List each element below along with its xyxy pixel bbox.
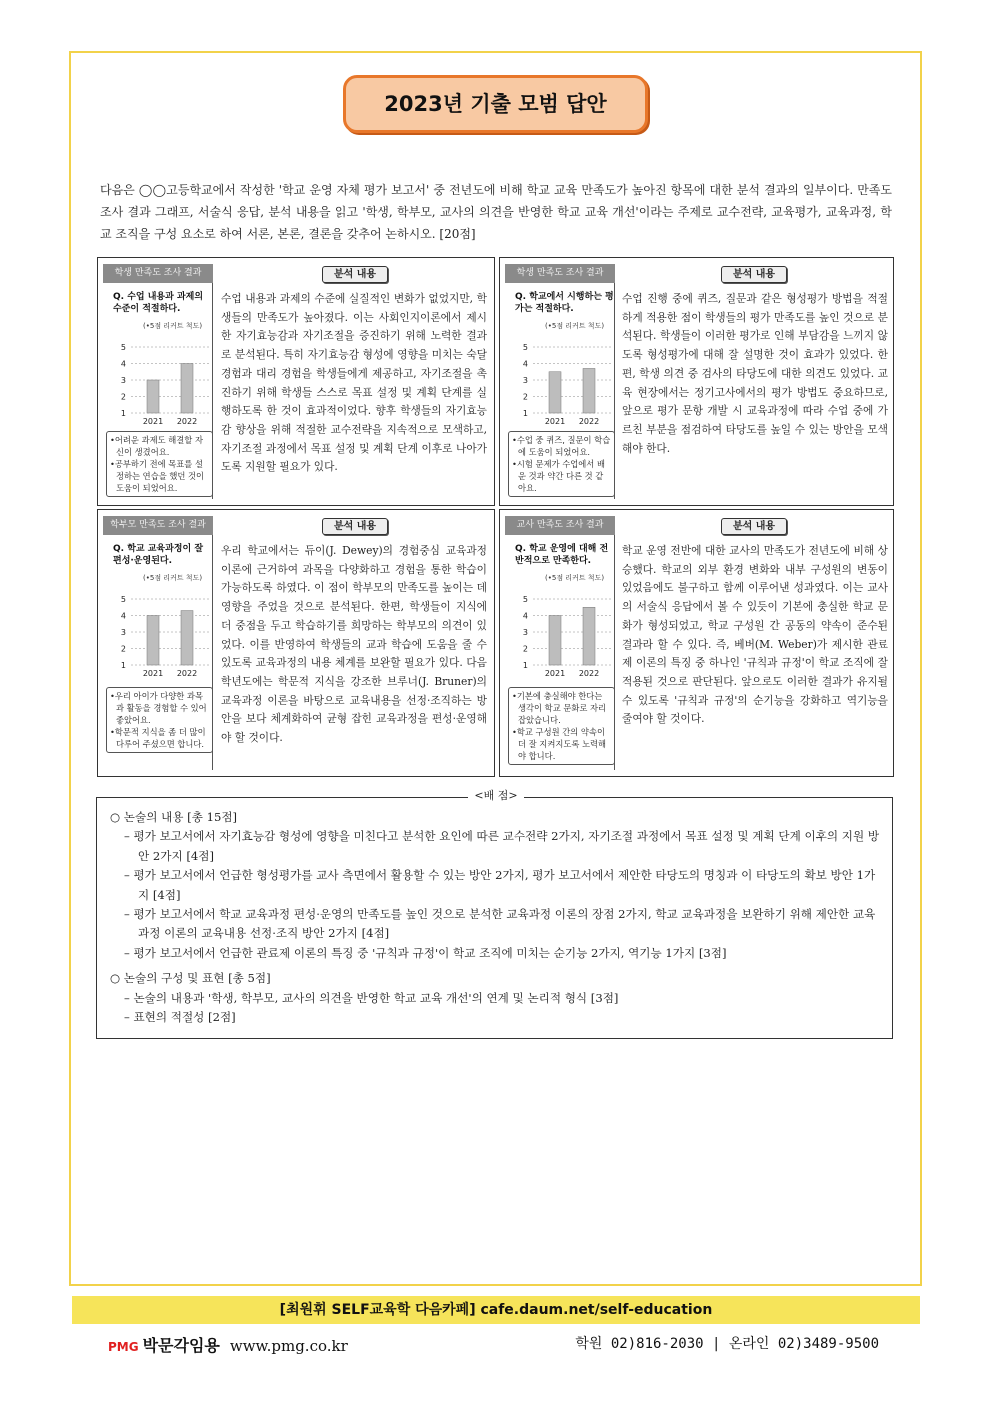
comment-item: •공부하기 전에 목표를 설정하는 연습을 했던 것이 도움이 되었어요. <box>110 459 205 493</box>
bar-chart <box>113 339 213 429</box>
x-tick-label: 2022 <box>176 669 198 678</box>
y-tick-label: 1 <box>120 409 126 418</box>
y-tick-label: 5 <box>522 595 528 604</box>
y-tick-label: 3 <box>120 628 126 637</box>
bar-chart <box>515 591 615 681</box>
title-box <box>343 75 648 133</box>
survey-question: Q. 수업 내용과 과제의 수준이 적절하다. <box>113 292 204 314</box>
y-tick-label: 3 <box>522 628 528 637</box>
bar <box>549 616 561 666</box>
scoring-item: – 평가 보고서에서 언급한 형성평가를 교사 측면에서 활용할 수 있는 방안 2가지, 평가 보고서에서 제안한 타당도의 명칭과 이 타당도의 확보 방안 1가지 [4점] <box>124 868 876 902</box>
comment-item: •시험 문제가 수업에서 배운 것과 약간 다른 것 같아요. <box>512 459 605 493</box>
panel-left-column <box>103 516 213 770</box>
footer-band: [최원휘 SELF교육학 다음카페] cafe.daum.net/self-education <box>72 1296 920 1324</box>
analysis-text: 수업 진행 중에 퀴즈, 질문과 같은 형성평가 방법을 적절하게 적용한 점이 학생들의 평가 만족도를 높인 것으로 분석된다. 학생들이 이러한 평가로 인해 부담감을 느끼지 않도록 형성평가에 대해 잘 설명한 것이 효과가 있었다. 한편, 학생 의견 중 검사의 타당도에 대한 의견도 있었다. 교육 현장에서는 정기고사에서의 평가 방법도 중요하므로, 앞으로 평가 문항 개발 시 교육과정에 따라 수업 중에 가르친 부분을 점검하여 타당도를 높일 수 있는 방안을 모색해야 한다. <box>622 292 888 455</box>
comments-box <box>508 687 615 765</box>
page-title: 2023년 기출 모범 답안 <box>384 92 607 116</box>
comment-item: •학교 구성원 간의 약속이 더 잘 지켜지도록 노력해야 합니다. <box>512 727 607 761</box>
bar <box>583 607 595 665</box>
y-tick-label: 4 <box>522 611 528 621</box>
panel-tag: 학부모 만족도 조사 결과 <box>103 516 213 535</box>
comments-box <box>106 431 213 497</box>
prompt-text: 다음은 ◯◯고등학교에서 작성한 '학교 운영 자체 평가 보고서' 중 전년도에 비해 학교 교육 만족도가 높아진 항목에 대한 분석 결과의 일부이다. 만족도 조사 결과 그래프, 서술식 응답, 분석 내용을 읽고 '학생, 학부모, 교사의 의견을 반영한 학교 교육 개선'이라는 주제로 교수전략, 교육평가, 교육과정, 학교 조직을 구성 요소로 하여 서론, 본론, 결론을 갖추어 논하시오. [20점] <box>100 183 892 241</box>
bar <box>549 372 561 413</box>
panel-left-column <box>103 264 213 499</box>
pmg-logo-icon: PMG <box>108 1340 139 1354</box>
scoring-item: – 평가 보고서에서 언급한 관료제 이론의 특징 중 '규칙과 규정'이 학교 조직에 미치는 순기능 2가지, 역기능 1가지 [3점] <box>124 945 727 960</box>
x-tick-label: 2021 <box>142 417 164 426</box>
scoring-section-form: ○ 논술의 구성 및 표현 [총 5점] <box>110 971 271 986</box>
bar <box>181 364 193 414</box>
bar-chart <box>515 339 615 429</box>
scale-note: (•5점 리커트 척도) <box>545 574 605 582</box>
bar <box>583 368 595 413</box>
analysis-text: 우리 학교에서는 듀이(J. Dewey)의 경험중심 교육과정 이론에 근거하여 과목을 다양화하고 경험을 통한 학습이 가능하도록 하였다. 이 점이 학부모의 만족도를 높이는 데 영향을 주었을 것으로 분석된다. 한편, 학생들이 지식에 더 중점을 두고 학습하기를 희망하는 학부모의 의견이 있었다. 이를 반영하여 학생들의 교과 학습에 도움을 줄 수 있도록 교육과정의 내용 체계를 보완할 필요가 있다. 다음 학년도에는 학문적 지식을 강조한 브루너(J. Bruner)의 교육과정 이론을 바탕으로 교육내용을 선정·조직하는 방안을 보다 체계화하여 균형 잡힌 교육과정을 편성·운영해야 할 것이다. <box>221 544 487 745</box>
comment-item: •수업 중 퀴즈, 질문이 학습에 도움이 되었어요. <box>512 435 611 457</box>
comment-item: •기본에 충실해야 한다는 생각이 학교 문화로 자리 잡았습니다. <box>512 691 607 725</box>
comment-item: •학문적 지식을 좀 더 많이 다루어 주셨으면 합니다. <box>110 727 206 749</box>
scale-note: (•5점 리커트 척도) <box>143 574 203 582</box>
x-tick-label: 2022 <box>176 417 198 426</box>
y-tick-label: 3 <box>522 376 528 385</box>
y-tick-label: 5 <box>120 595 126 604</box>
panel-student-2 <box>499 257 894 506</box>
scoring-section-content: ○ 논술의 내용 [총 15점] <box>110 810 238 824</box>
y-tick-label: 2 <box>522 644 528 654</box>
panel-left-column <box>505 516 615 770</box>
panel-tag: 학생 만족도 조사 결과 <box>103 264 213 283</box>
analysis-label: 분석 내용 <box>721 518 787 535</box>
scoring-item: – 논술의 내용과 '학생, 학부모, 교사의 의견을 반영한 학교 교육 개선'의 연계 및 논리적 형식 [3점] <box>124 990 619 1005</box>
y-tick-label: 5 <box>522 343 528 352</box>
bar <box>181 611 193 665</box>
scoring-title: <배 점> <box>468 788 524 804</box>
analysis-label: 분석 내용 <box>322 266 388 283</box>
comments-box <box>508 431 615 497</box>
scoring-item: – 평가 보고서에서 자기효능감 형성에 영향을 미친다고 분석한 요인에 따른 교수전략 2가지, 자기조절 과정에서 목표 설정 및 계획 단계 이후의 지원 방안 2가지 [4점] <box>124 829 880 863</box>
y-tick-label: 4 <box>120 611 126 621</box>
scoring-item: – 평가 보고서에서 학교 교육과정 편성·운영의 만족도를 높인 것으로 분석한 교육과정 이론의 장점 2가지, 학교 교육과정을 보완하기 위해 제안한 교육과정 이론의 교육내용 선정·조직 방안 2가지 [4점] <box>124 907 876 941</box>
y-tick-label: 4 <box>522 359 528 369</box>
bar <box>147 380 159 413</box>
comment-item: •어려운 과제도 해결할 자신이 생겼어요. <box>110 435 203 457</box>
x-tick-label: 2022 <box>578 417 600 426</box>
x-tick-label: 2021 <box>544 669 566 678</box>
brand <box>108 1333 348 1356</box>
y-tick-label: 1 <box>120 661 126 670</box>
y-tick-label: 1 <box>522 661 528 670</box>
bar-chart <box>113 591 213 681</box>
scale-note: (•5점 리커트 척도) <box>545 322 605 330</box>
brand-name: 박문각임용 <box>142 1336 220 1355</box>
analysis-text: 학교 운영 전반에 대한 교사의 만족도가 전년도에 비해 상승했다. 학교의 외부 환경 변화와 내부 구성원의 변동이 있었음에도 불구하고 함께 이루어낸 성과였다. 이는 교사의 서술식 응답에서 볼 수 있듯이 기본에 충실한 학교 문화가 형성되었고, 학교 구성원 간 공동의 약속이 준수된 결과라 할 수 있다. 즉, 베버(M. Weber)가 제시한 관료제 이론의 특징 중 하나인 '규칙과 규정'이 학교 조직에 잘 적용된 것으로 판단된다. 앞으로도 이러한 결과가 유지될 수 있도록 '규칙과 규정'의 순기능을 강화하고 역기능을 줄여야 할 것이다. <box>622 544 888 726</box>
x-tick-label: 2022 <box>578 669 600 678</box>
y-tick-label: 3 <box>120 376 126 385</box>
survey-question: Q. 학교 교육과정이 잘 편성·운영된다. <box>113 544 204 566</box>
scoring-content <box>110 808 885 1027</box>
y-tick-label: 4 <box>120 359 126 369</box>
panel-parent <box>97 509 495 777</box>
analysis-label: 분석 내용 <box>721 266 787 283</box>
panel-tag: 교사 만족도 조사 결과 <box>505 516 615 535</box>
survey-question: Q. 학교에서 시행하는 평가는 적절하다. <box>515 292 614 314</box>
analysis-text: 수업 내용과 과제의 수준에 실질적인 변화가 없었지만, 학생들의 만족도가 높아졌다. 이는 사회인지이론에서 제시한 자기효능감과 자기조절을 증진하기 위해 노력한 결과로 분석된다. 특히 자기효능감 형성에 영향을 미치는 숙달 경험과 대리 경험을 학생들에게 제공하고, 자기조절을 촉진하기 위해 학생들 스스로 목표 설정 및 계획 단계를 실행하도록 한 것이 효과적이었다. 향후 학생들의 자기효능감 향상을 위해 적절한 교수전략을 지속적으로 모색하고, 자기조절 과정에서 목표 설정 및 계획 단계 이후로 나아가도록 지원할 필요가 있다. <box>221 292 487 474</box>
comments-box <box>106 687 213 753</box>
panel-tag: 학생 만족도 조사 결과 <box>505 264 615 283</box>
y-tick-label: 2 <box>120 644 126 654</box>
panel-student-1 <box>97 257 495 506</box>
comment-item: •우리 아이가 다양한 과목과 활동을 경험할 수 있어 좋았어요. <box>110 691 207 725</box>
x-tick-label: 2021 <box>142 669 164 678</box>
analysis-label: 분석 내용 <box>322 518 388 535</box>
contact-info: 학원 02)816-2030 | 온라인 02)3489-9500 <box>575 1336 879 1352</box>
y-tick-label: 2 <box>522 392 528 402</box>
bar <box>147 616 159 666</box>
y-tick-label: 5 <box>120 343 126 352</box>
panel-teacher <box>499 509 894 777</box>
panel-left-column <box>505 264 615 499</box>
y-tick-label: 1 <box>522 409 528 418</box>
survey-question: Q. 학교 운영에 대해 전반적으로 만족한다. <box>515 544 609 566</box>
scale-note: (•5점 리커트 척도) <box>143 322 203 330</box>
brand-url[interactable]: www.pmg.co.kr <box>229 1337 348 1355</box>
y-tick-label: 2 <box>120 392 126 402</box>
scoring-item: – 표현의 적절성 [2점] <box>124 1010 236 1025</box>
x-tick-label: 2021 <box>544 417 566 426</box>
